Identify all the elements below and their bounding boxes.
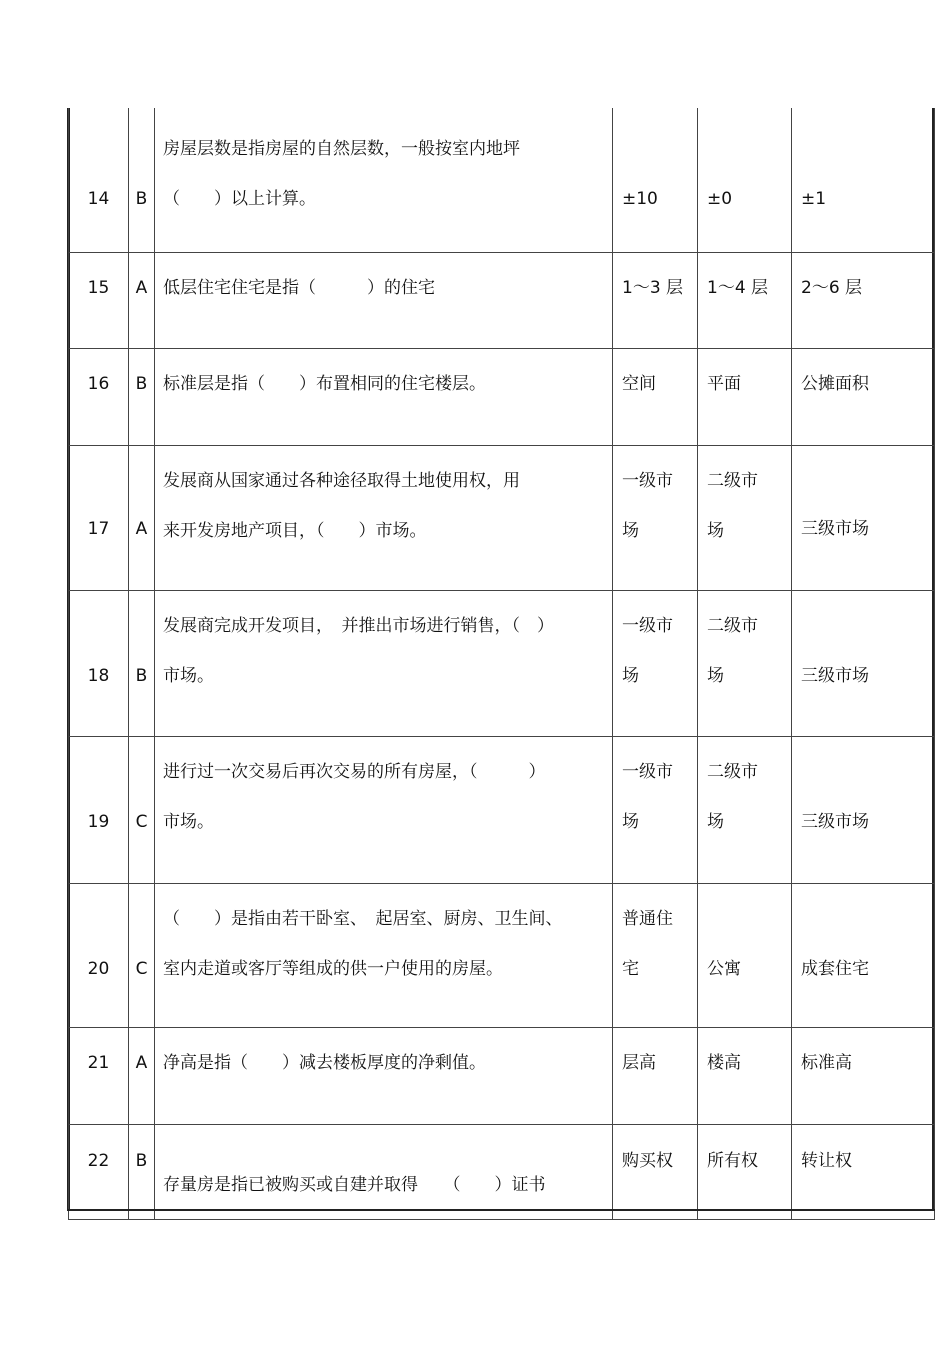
table-bottom-border <box>67 1209 935 1211</box>
question-number: 18 <box>87 666 110 686</box>
option-b-cell <box>698 253 792 349</box>
question-number-cell <box>69 1028 129 1125</box>
question-text-cell <box>155 349 613 446</box>
table-row <box>69 349 935 446</box>
question-text-line: （ ）是指由若干卧室、 起居室、厨房、卫生间、 <box>163 909 563 929</box>
answer-letter: A <box>135 519 148 539</box>
answer-cell <box>129 253 155 349</box>
question-number-cell <box>69 591 129 737</box>
answer-letter: B <box>135 374 148 394</box>
option-b-cell <box>698 349 792 446</box>
option-b-cell <box>698 108 792 253</box>
option-c-cell <box>792 349 935 446</box>
option-a-cell <box>613 591 698 737</box>
option-c-cell <box>792 591 935 737</box>
option-a-cell <box>613 1028 698 1125</box>
question-number: 14 <box>87 189 110 209</box>
question-number-cell <box>69 446 129 591</box>
option-a-cell <box>613 446 698 591</box>
option-text: 一级市 <box>622 762 673 782</box>
question-number: 16 <box>87 374 110 394</box>
answer-cell <box>129 349 155 446</box>
table-row <box>69 446 935 591</box>
option-a-cell <box>613 253 698 349</box>
option-text: 成套住宅 <box>801 959 869 979</box>
option-text: 转让权 <box>801 1151 852 1171</box>
question-number-cell <box>69 349 129 446</box>
question-table <box>68 108 934 1220</box>
question-text-line: 房屋层数是指房屋的自然层数，一般按室内地坪 <box>163 139 520 159</box>
option-b-cell <box>698 1125 792 1220</box>
option-text: 场 <box>707 812 724 832</box>
table-row <box>69 1125 935 1220</box>
table-row <box>69 591 935 737</box>
option-text: 场 <box>622 666 639 686</box>
option-text: 所有权 <box>707 1151 758 1171</box>
table-row <box>69 253 935 349</box>
option-a-cell <box>613 1125 698 1220</box>
question-number: 20 <box>87 959 110 979</box>
question-text-line: 进行过一次交易后再次交易的所有房屋，（ ） <box>163 762 546 782</box>
answer-letter: B <box>135 1151 148 1171</box>
question-text-cell <box>155 253 613 349</box>
option-text: 空间 <box>622 374 656 394</box>
question-text-line: 室内走道或客厅等组成的供一户使用的房屋。 <box>163 959 503 979</box>
option-a-cell <box>613 884 698 1028</box>
option-text: 二级市 <box>707 762 758 782</box>
option-c-cell <box>792 446 935 591</box>
answer-letter: A <box>135 1053 148 1073</box>
question-text-line: 净高是指（ ）减去楼板厚度的净剩值。 <box>163 1053 486 1073</box>
answer-cell <box>129 108 155 253</box>
question-number: 22 <box>87 1151 110 1171</box>
question-number: 17 <box>87 519 110 539</box>
question-text-line: （ ）以上计算。 <box>163 189 316 209</box>
option-text: 2～6 层 <box>801 278 863 298</box>
option-text: 二级市 <box>707 471 758 491</box>
answer-cell <box>129 446 155 591</box>
question-text-cell <box>155 446 613 591</box>
option-text: ±0 <box>707 189 733 209</box>
option-b-cell <box>698 591 792 737</box>
question-text-line: 标准层是指（ ）布置相同的住宅楼层。 <box>163 374 486 394</box>
question-text-cell <box>155 1028 613 1125</box>
option-text: 三级市场 <box>801 519 869 539</box>
option-b-cell <box>698 884 792 1028</box>
question-text-line: 存量房是指已被购买或自建并取得 （ ）证书 <box>163 1175 546 1195</box>
answer-letter: C <box>135 812 148 832</box>
answer-letter: C <box>135 959 148 979</box>
question-number-cell <box>69 737 129 884</box>
question-text-line: 发展商从国家通过各种途径取得土地使用权，用 <box>163 471 520 491</box>
option-c-cell <box>792 884 935 1028</box>
option-a-cell <box>613 737 698 884</box>
question-number-cell <box>69 884 129 1028</box>
option-text: 公摊面积 <box>801 374 869 394</box>
question-number-cell <box>69 108 129 253</box>
option-text: 1～3 层 <box>622 278 684 298</box>
option-text: 一级市 <box>622 471 673 491</box>
question-text-line: 低层住宅住宅是指（ ）的住宅 <box>163 278 435 298</box>
question-number-cell <box>69 253 129 349</box>
question-text-cell <box>155 1125 613 1220</box>
question-text-line: 市场。 <box>163 812 214 832</box>
question-text-line: 来开发房地产项目，（ ）市场。 <box>163 521 427 541</box>
option-text: ±1 <box>801 189 827 209</box>
option-text: 购买权 <box>622 1151 673 1171</box>
option-text: 普通住 <box>622 909 673 929</box>
option-text: 场 <box>622 812 639 832</box>
option-c-cell <box>792 253 935 349</box>
option-c-cell <box>792 1125 935 1220</box>
option-b-cell <box>698 737 792 884</box>
option-text: 三级市场 <box>801 812 869 832</box>
option-text: 宅 <box>622 959 639 979</box>
option-c-cell <box>792 108 935 253</box>
answer-cell <box>129 737 155 884</box>
question-text-cell <box>155 884 613 1028</box>
table-row <box>69 737 935 884</box>
question-number: 15 <box>87 278 110 298</box>
question-text-line: 发展商完成开发项目， 并推出市场进行销售，（ ） <box>163 616 554 636</box>
option-b-cell <box>698 446 792 591</box>
answer-cell <box>129 884 155 1028</box>
answer-letter: A <box>135 278 148 298</box>
answer-cell <box>129 1125 155 1220</box>
option-text: 楼高 <box>707 1053 741 1073</box>
option-text: ±10 <box>622 189 658 209</box>
option-a-cell <box>613 108 698 253</box>
option-text: 标准高 <box>801 1053 852 1073</box>
table-row <box>69 1028 935 1125</box>
option-b-cell <box>698 1028 792 1125</box>
option-text: 三级市场 <box>801 666 869 686</box>
option-text: 层高 <box>622 1053 656 1073</box>
option-a-cell <box>613 349 698 446</box>
question-number: 21 <box>87 1053 110 1073</box>
question-number-cell <box>69 1125 129 1220</box>
option-text: 场 <box>707 666 724 686</box>
option-text: 场 <box>622 521 639 541</box>
answer-letter: B <box>135 189 148 209</box>
table-row <box>69 884 935 1028</box>
option-text: 一级市 <box>622 616 673 636</box>
question-text-line: 市场。 <box>163 666 214 686</box>
answer-cell <box>129 1028 155 1125</box>
option-text: 公寓 <box>707 959 741 979</box>
question-number: 19 <box>87 812 110 832</box>
table-row <box>69 108 935 253</box>
option-c-cell <box>792 1028 935 1125</box>
option-text: 二级市 <box>707 616 758 636</box>
option-text: 1～4 层 <box>707 278 769 298</box>
option-text: 场 <box>707 521 724 541</box>
answer-letter: B <box>135 666 148 686</box>
option-text: 平面 <box>707 374 741 394</box>
question-text-cell <box>155 108 613 253</box>
option-c-cell <box>792 737 935 884</box>
answer-cell <box>129 591 155 737</box>
question-text-cell <box>155 591 613 737</box>
question-text-cell <box>155 737 613 884</box>
